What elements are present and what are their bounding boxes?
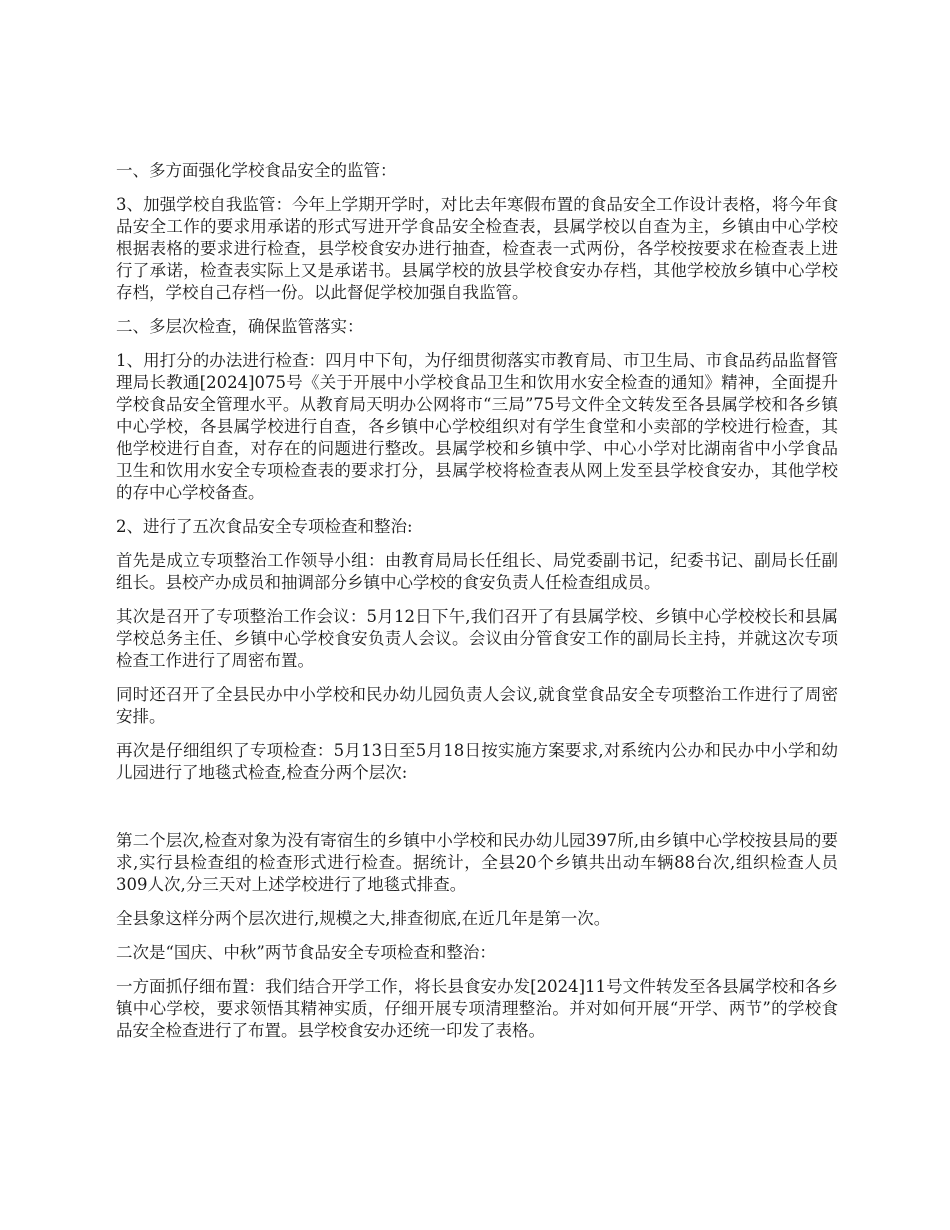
section-heading-1: 一、多方面强化学校食品安全的监管： [116,161,397,180]
document-page [116,160,838,1054]
paragraph-five-inspections: 2、进行了五次食品安全专项检查和整治: [116,517,413,536]
paragraph-second-level: 第二个层次,检查对象为没有寄宿生的乡镇中小学校和民办幼儿园397所,由乡镇中心学校按县局的要求,实行县检查组的检查形式进行检查。据统计，全县20个乡镇共出动车辆88台次,组织检查人员309人次,分三天对上述学校进行了地毯式排查。 [116,831,838,894]
paragraph-self-supervision: 3、加强学校自我监管：今年上学期开学时，对比去年寒假布置的食品安全工作设计表格，将今年食品安全工作的要求用承诺的形式写进开学食品安全检查表，县属学校以自查为主，乡镇由中心学校根据表格的要求进行检查，县学校食安办进行抽查，检查表一式两份，各学校按要求在检查表上进行了承诺，检查表实际上又是承诺书。县属学校的放县学校食安办存档，其他学校放乡镇中心学校存档，学校自己存档一份。以此督促学校加强自我监管。 [116,195,838,302]
blank-gap [116,796,838,830]
paragraph-deployment: 一方面抓仔细布置：我们结合开学工作，将长县食安办发[2024]11号文件转发至各县属学校和各乡镇中心学校，要求领悟其精神实质，仔细开展专项清理整治。并对如何开展“开学、两节”的学校食品安全检查进行了布置。县学校食安办还统一印发了表格。 [116,977,838,1040]
paragraph-county-summary: 全县象这样分两个层次进行,规模之大,排查彻底,在近几年是第一次。 [116,909,611,928]
paragraph-holiday-inspection: 二次是“国庆、中秋”两节食品安全专项检查和整治： [116,943,496,962]
paragraph-leading-group: 首先是成立专项整治工作领导小组：由教育局局长任组长、局党委副书记，纪委书记、副局长任副组长。县校产办成员和抽调部分乡镇中心学校的食安负责人任检查组成员。 [116,551,838,592]
paragraph-scoring-inspection: 1、用打分的办法进行检查：四月中下旬，为仔细贯彻落实市教育局、市卫生局、市食品药品监督管理局长教通[2024]075号《关于开展中小学校食品卫生和饮用水安全检查的通知》精神，全面提升学校食品安全管理水平。从教育局天明办公网将市“三局”75号文件全文转发至各县属学校和各乡镇中心学校，各县属学校进行自查，各乡镇中心学校组织对有学生食堂和小卖部的学校进行检查，其他学校进行自查，对存在的问题进行整改。县属学校和乡镇中学、中心小学对比湖南省中小学食品卫生和饮用水安全专项检查表的要求打分，县属学校将检查表从网上发至县学校食安办，其他学校的存中心学校备查。 [116,351,838,502]
paragraph-work-meeting: 其次是召开了专项整治工作会议：5月12日下午,我们召开了有县属学校、乡镇中心学校校长和县属学校总务主任、乡镇中心学校食安负责人会议。会议由分管食安工作的副局长主持，并就这次专项检查工作进行了周密布置。 [116,607,838,670]
paragraph-private-school-meeting: 同时还召开了全县民办中小学校和民办幼儿园负责人会议,就食堂食品安全专项整治工作进行了周密安排。 [116,685,838,726]
paragraph-inspection-organized: 再次是仔细组织了专项检查：5月13日至5月18日按实施方案要求,对系统内公办和民办中小学和幼儿园进行了地毯式检查,检查分两个层次: [116,741,838,782]
section-heading-2: 二、多层次检查，确保监管落实： [116,317,364,336]
